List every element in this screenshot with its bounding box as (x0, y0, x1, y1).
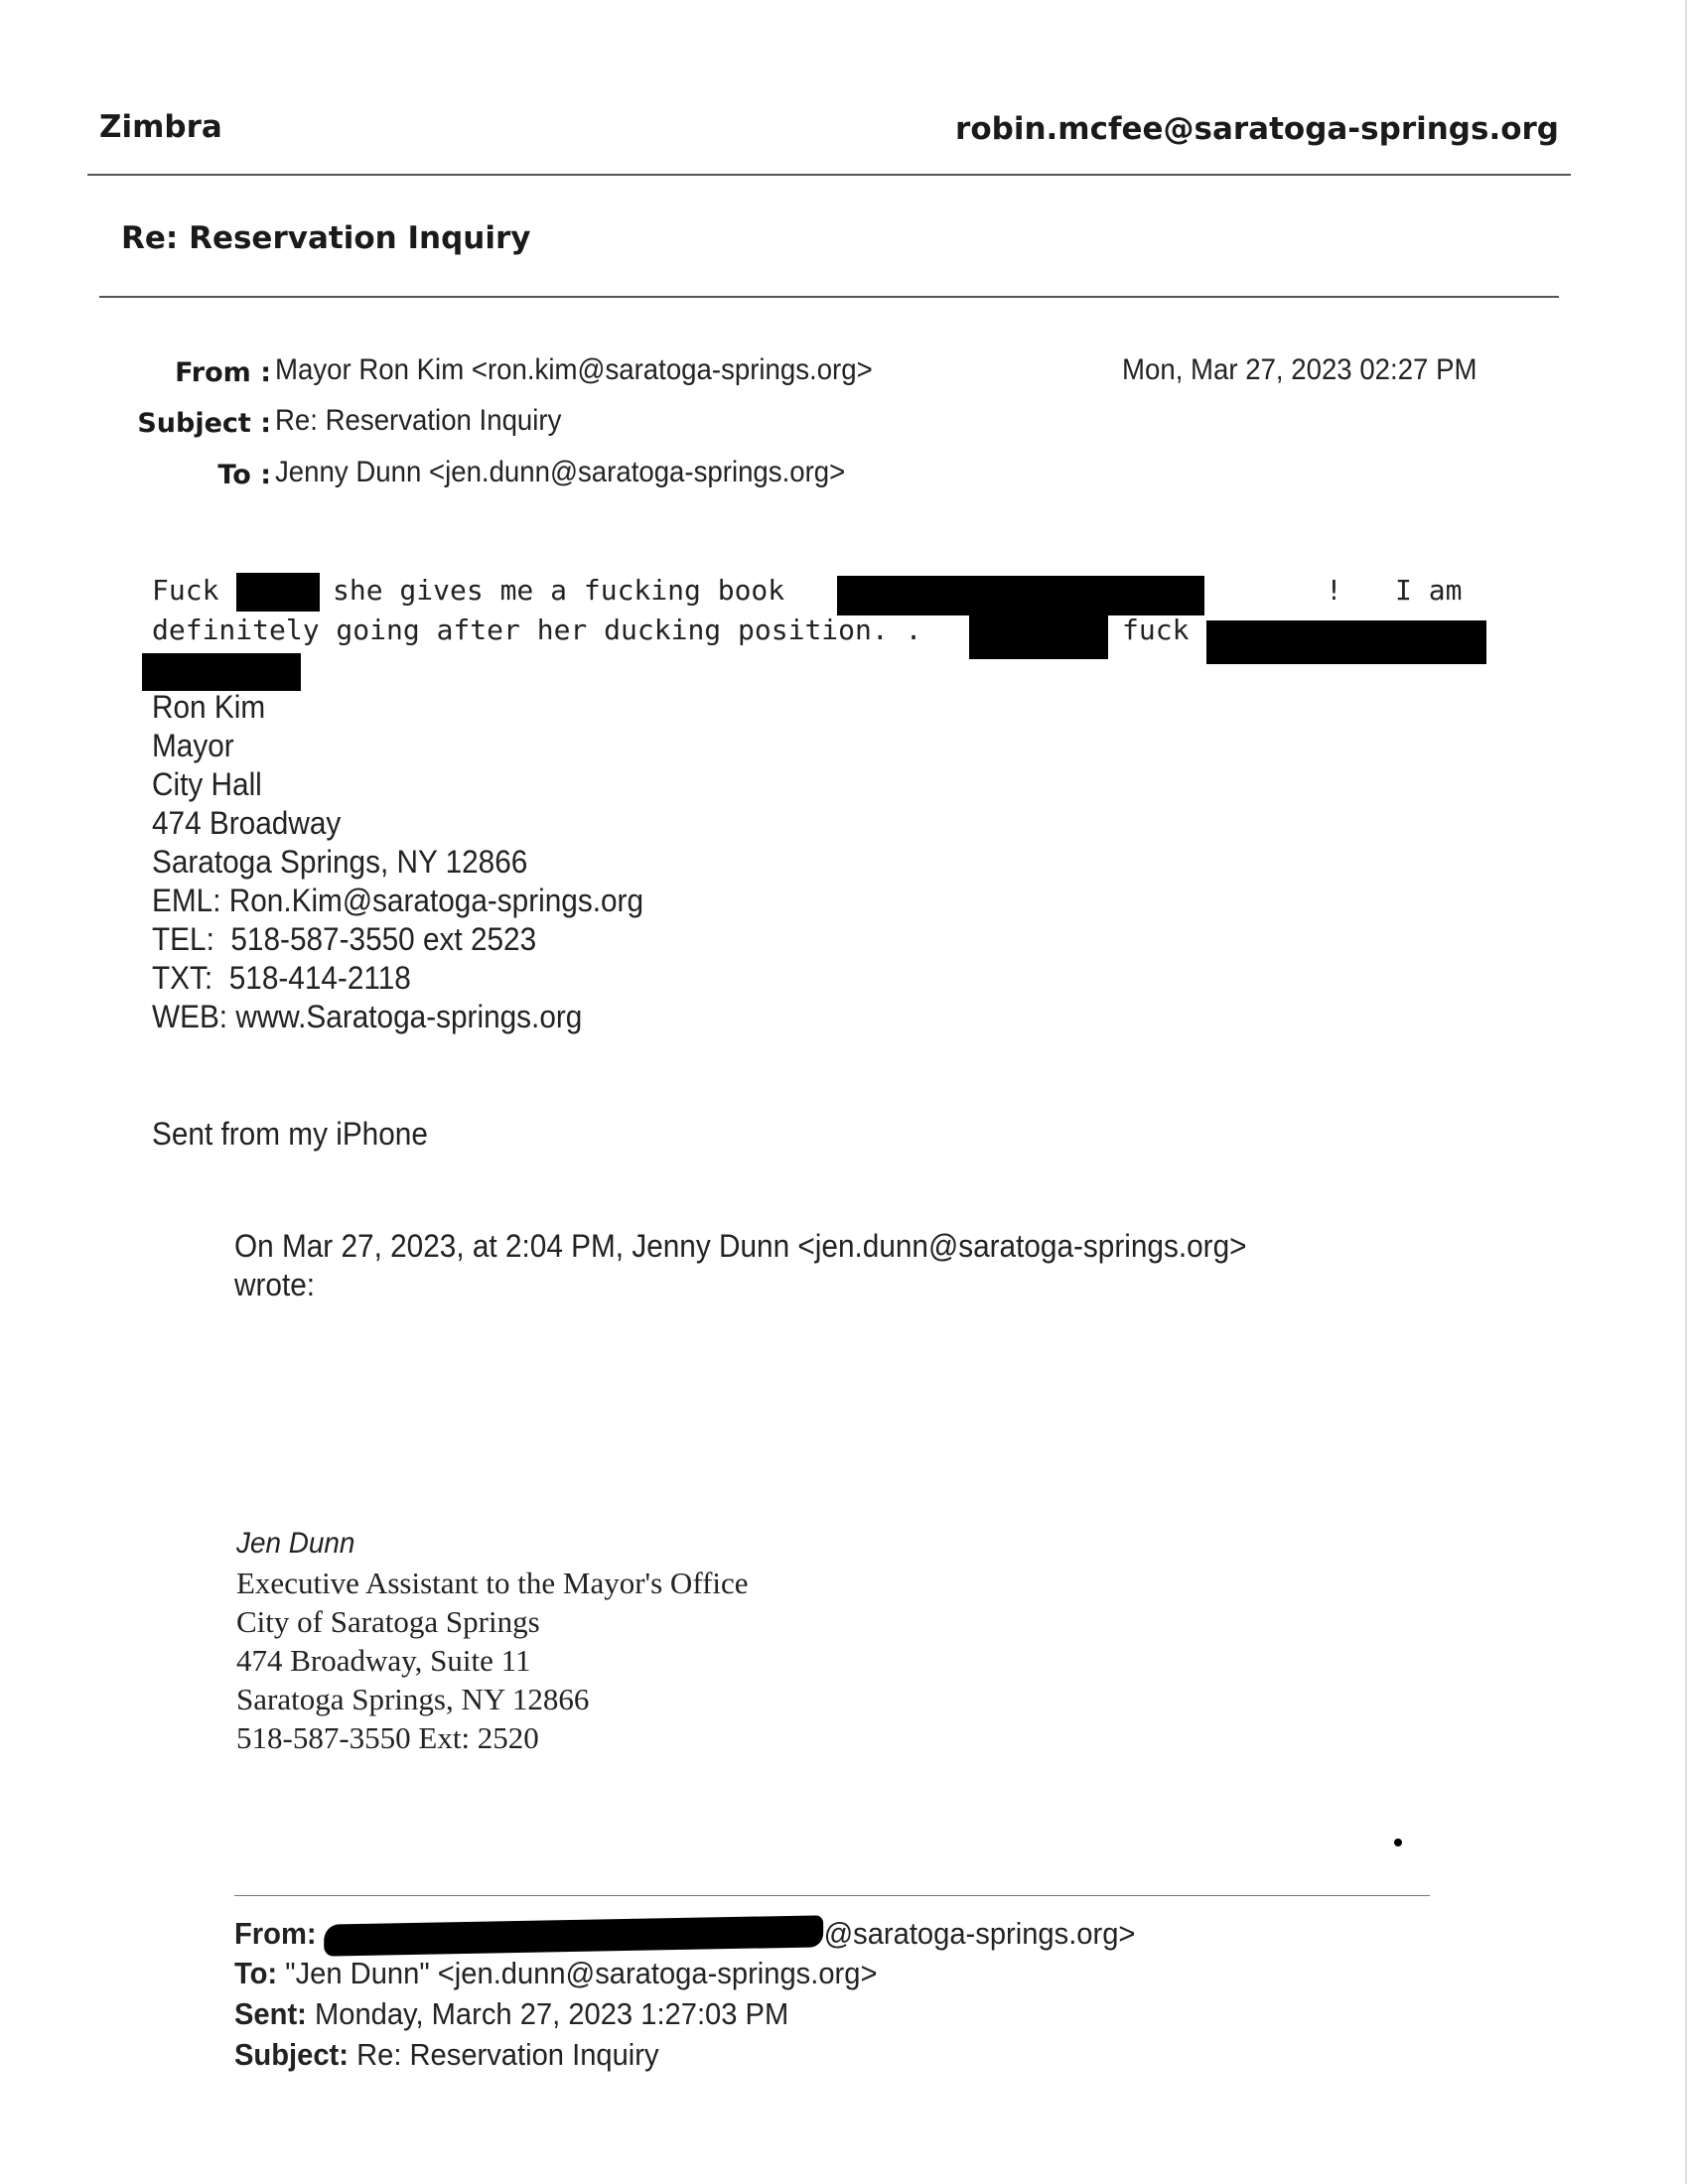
signature-line: TEL: 518-587-3550 ext 2523 (152, 921, 537, 957)
fwd-subject-value: Re: Reservation Inquiry (356, 2037, 659, 2072)
fwd-to-label: To: (234, 1956, 278, 1990)
quote-attribution: On Mar 27, 2023, at 2:04 PM, Jenny Dunn <jen.dunn@saratoga-springs.org> (234, 1228, 1247, 1264)
body-text: I am (1395, 574, 1463, 607)
signature-line: Ron Kim (152, 689, 266, 725)
body-text: definitely going after her ducking position. . (152, 614, 922, 646)
fwd-from-row (234, 1916, 1135, 1952)
redaction-box (142, 653, 301, 691)
body-text: Fuck (152, 574, 219, 607)
signature-line: TXT: 518-414-2118 (152, 960, 411, 996)
forward-divider (234, 1895, 1430, 1896)
body-text: she gives me a fucking book (333, 574, 785, 607)
fwd-to-value[interactable]: "Jen Dunn" <jen.dunn@saratoga-springs.org> (285, 1956, 878, 1990)
message-title: Re: Reservation Inquiry (121, 220, 531, 256)
fwd-sent-value: Monday, March 27, 2023 1:27:03 PM (314, 1996, 789, 2031)
subject-label: Subject : (137, 408, 271, 439)
sent-from-device: Sent from my iPhone (152, 1116, 428, 1152)
body-text: ! (1326, 574, 1342, 607)
redaction-box (837, 576, 1204, 615)
signature-line: City Hall (152, 766, 262, 802)
fwd-sent-label: Sent: (234, 1996, 307, 2031)
quote-attribution-wrote: wrote: (234, 1267, 316, 1302)
quoted-signature-line: 518-587-3550 Ext: 2520 (236, 1720, 539, 1755)
fwd-subject-label: Subject: (234, 2037, 349, 2072)
fwd-from-redaction (325, 1915, 824, 1956)
header-divider (87, 174, 1571, 176)
subject-value: Re: Reservation Inquiry (275, 404, 562, 437)
signature-line[interactable]: WEB: www.Saratoga-springs.org (152, 999, 583, 1034)
signature-line: 474 Broadway (152, 805, 342, 841)
fwd-sent-row (234, 1996, 788, 2032)
redaction-box (969, 615, 1108, 659)
signature-line: Mayor (152, 728, 234, 763)
quoted-signature-line: Saratoga Springs, NY 12866 (236, 1682, 590, 1716)
to-label: To : (217, 460, 271, 490)
body-text: fuck (1122, 614, 1190, 646)
signature-line[interactable]: EML: Ron.Kim@saratoga-springs.org (152, 883, 643, 918)
from-value[interactable]: Mayor Ron Kim <ron.kim@saratoga-springs.org> (275, 353, 873, 386)
redaction-box (1206, 620, 1486, 664)
fwd-subject-row (234, 2037, 659, 2073)
account-email: robin.mcfee@saratoga-springs.org (955, 111, 1559, 147)
scan-edge (1685, 0, 1687, 2184)
title-divider (99, 296, 1559, 298)
signature-line: Saratoga Springs, NY 12866 (152, 844, 528, 880)
quoted-signature-line: City of Saratoga Springs (236, 1604, 540, 1639)
quoted-signature-line: 474 Broadway, Suite 11 (236, 1643, 531, 1678)
to-value[interactable]: Jenny Dunn <jen.dunn@saratoga-springs.org> (275, 456, 846, 488)
quoted-signature-name: Jen Dunn (236, 1527, 355, 1560)
app-name: Zimbra (99, 109, 222, 145)
quoted-signature-line: Executive Assistant to the Mayor's Office (236, 1566, 749, 1600)
fwd-from-value: @saratoga-springs.org> (823, 1916, 1136, 1951)
fwd-from-label: From: (234, 1916, 317, 1951)
message-date: Mon, Mar 27, 2023 02:27 PM (1122, 353, 1477, 386)
redaction-box (236, 573, 320, 612)
from-label: From : (175, 357, 271, 388)
fwd-to-row (234, 1956, 877, 1991)
stray-dot (1394, 1839, 1402, 1846)
